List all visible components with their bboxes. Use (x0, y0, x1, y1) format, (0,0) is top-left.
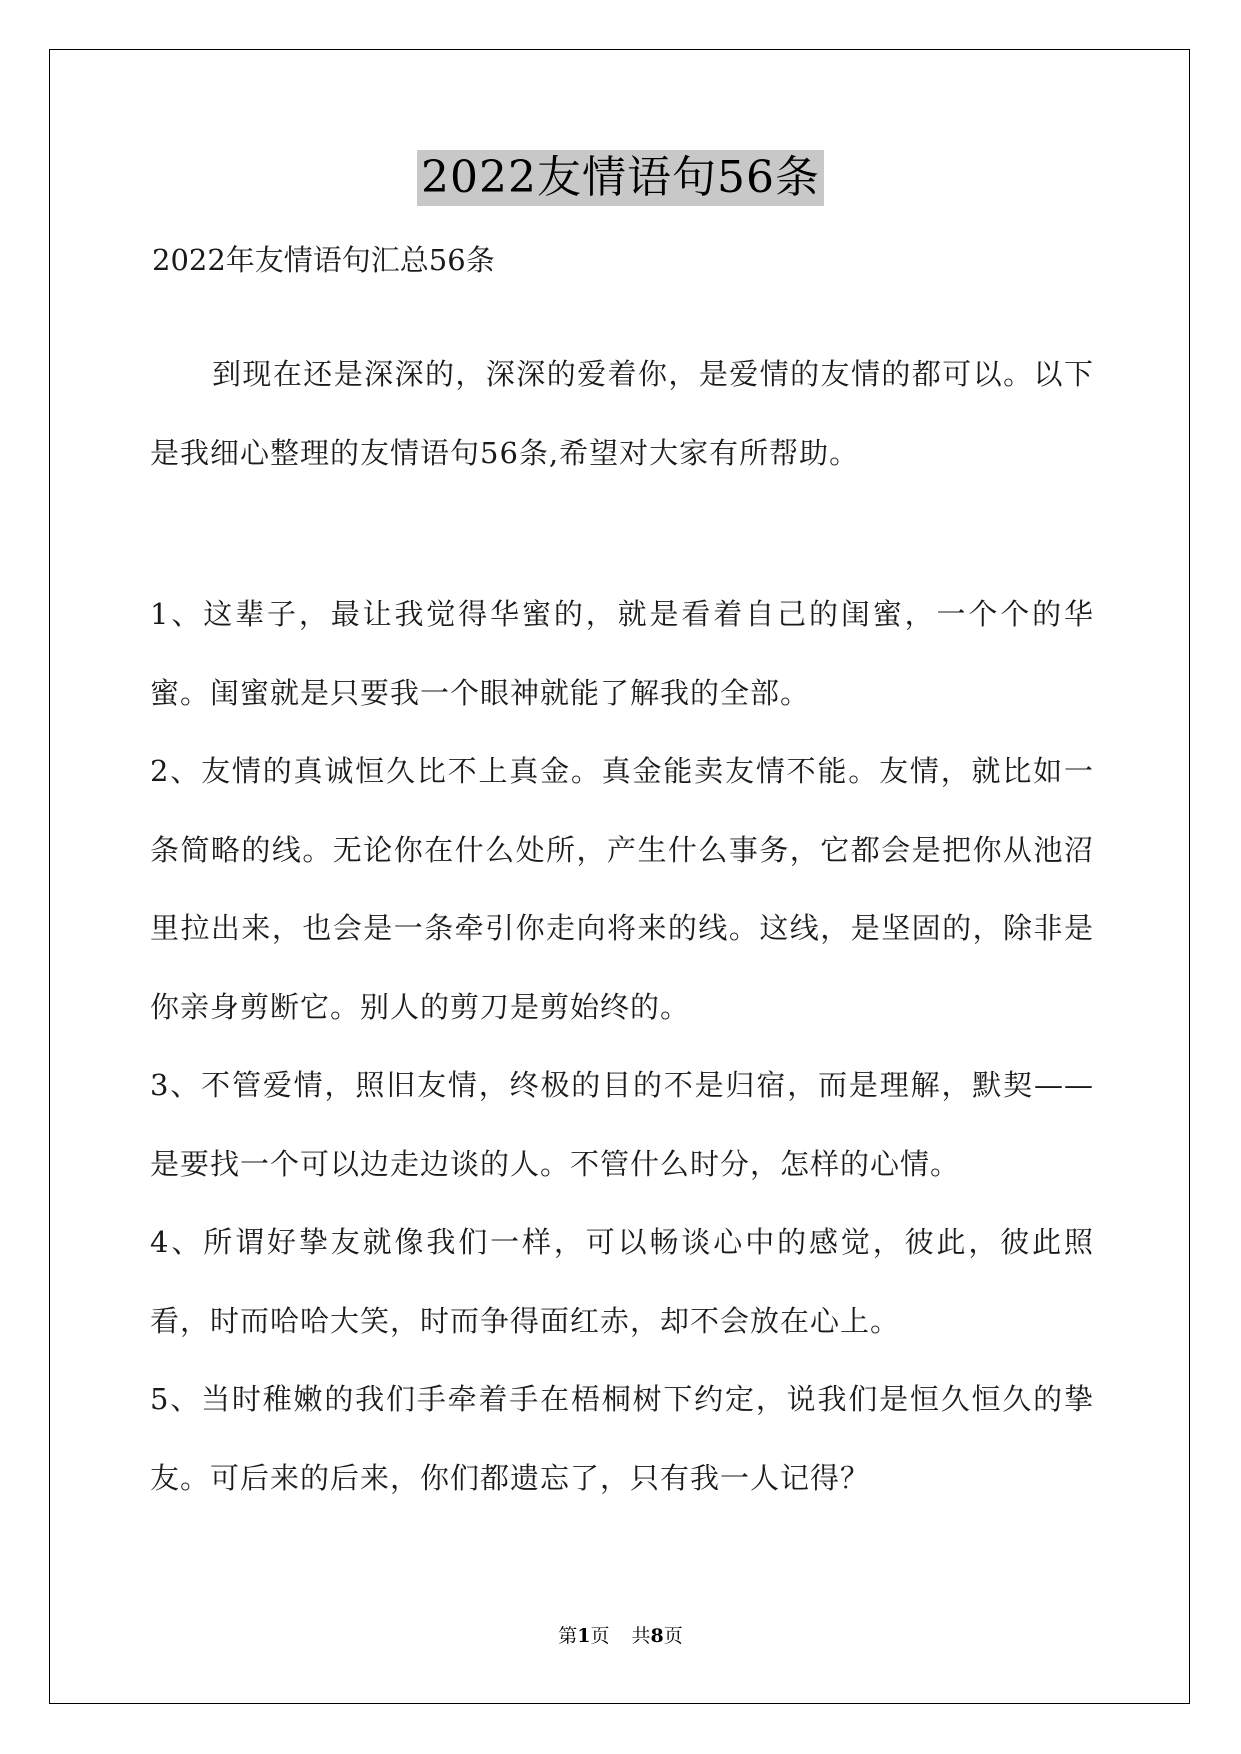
list-item: 5、当时稚嫩的我们手牵着手在梧桐树下约定，说我们是恒久恒久的挚友。可后来的后来，你们都遗忘了，只有我一人记得？ (150, 1382, 1094, 1495)
list-item: 3、不管爱情，照旧友情，终极的目的不是归宿，而是理解，默契——是要找一个可以边走边谈的人。不管什么时分，怎样的心情。 (150, 1068, 1094, 1181)
page-current: 1 (577, 1625, 591, 1647)
document-title: 2022友情语句56条 (417, 150, 824, 206)
item-list (150, 575, 1094, 1517)
page-footer (0, 1624, 1241, 1648)
title-container (0, 150, 1241, 206)
page-suffix: 页 (590, 1625, 610, 1647)
list-item: 4、所谓好挚友就像我们一样，可以畅谈心中的感觉，彼此，彼此照看，时而哈哈大笑，时而争得面红赤，却不会放在心上。 (150, 1225, 1094, 1338)
intro-text: 到现在还是深深的，深深的爱着你，是爱情的友情的都可以。以下是我细心整理的友情语句56条,希望对大家有所帮助。 (150, 357, 1094, 470)
total-prefix: 共 (631, 1625, 651, 1647)
page-prefix: 第 (558, 1625, 578, 1647)
document-subtitle: 2022年友情语句汇总56条 (152, 243, 495, 277)
page-total: 8 (650, 1625, 664, 1647)
list-item: 1、这辈子，最让我觉得华蜜的，就是看着自己的闺蜜，一个个的华蜜。闺蜜就是只要我一个眼神就能了解我的全部。 (150, 597, 1094, 710)
list-item: 2、友情的真诚恒久比不上真金。真金能卖友情不能。友情，就比如一条简略的线。无论你在什么处所，产生什么事务，它都会是把你从池沼里拉出来，也会是一条牵引你走向将来的线。这线，是坚固的，除非是你亲身剪断它。别人的剪刀是剪始终的。 (150, 754, 1094, 1024)
total-suffix: 页 (663, 1625, 683, 1647)
intro-paragraph (150, 335, 1094, 492)
